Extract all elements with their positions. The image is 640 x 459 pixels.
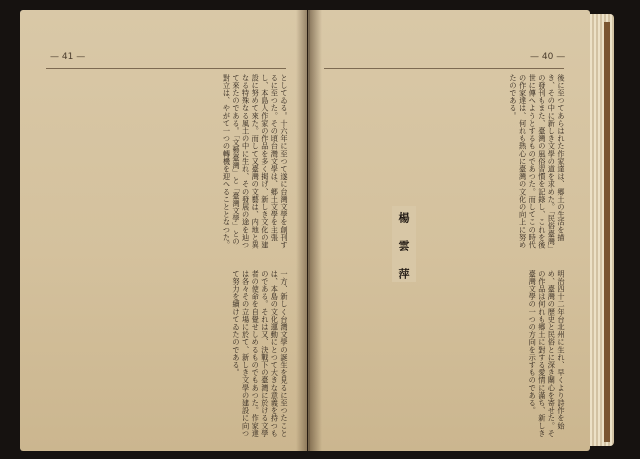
section-heading: 楊 雲 萍: [397, 212, 410, 281]
book-cover-edge: [604, 22, 610, 442]
left-header-rule: [46, 68, 286, 69]
right-page-number: — 40 —: [530, 52, 566, 62]
page-edges: [590, 14, 614, 446]
right-page-lower-text: 明治四十二年台北州に生れ、早くより詩作を始め、臺灣の歷史と民俗とに深き關心を寄せた。その作品は何れも郷土に對する愛情に滿ち、新しき臺灣文學の一つの方向を示すものである。: [528, 270, 566, 438]
left-page-lower-text: 一方、新しく台灣文學の誕生を見るに至つたことは、本島の文化運動にとつて大きな意義を持つものである。それは又、決戰下の臺灣に於ける文學者の使命を自覺せしめるものでもあつた。作家達は各々その立場に於て、新しき文學の建設に向つて努力を續けてゐたのである。: [232, 270, 289, 438]
left-page-number-value: 41: [61, 52, 74, 62]
right-page-number-value: 40: [541, 52, 554, 62]
left-page-number: — 41 —: [50, 52, 86, 62]
right-header-rule: [324, 68, 564, 69]
left-page-upper-text: としてゐる。十六年に至つて遂に台灣文學を創刊するに至つた。その頃台灣文學は、郷土文學を主張し、本島人作家の作品を多く掲げ、新しき文化の建設に努めて來た。而して又臺灣の文藝は、内地と異なる特殊なる風土の中に生れ、その發展の途を辿つて來たのである。「文藝臺灣」と「臺灣文學」との對立は、やがて一つの轉機を迎へることとなつた。: [222, 74, 289, 249]
book-gutter: [296, 10, 322, 451]
right-page-upper-text: 後に至つてあらはれた作家達は、郷土の生活を描き、その中に新しき文學の道を求めた。「民俗臺灣」の發刊もまた、臺灣の風俗習慣を記錄し、これを後世に傳へようとするものであつた。而してこの時代の作家達は、何れも熱心に臺灣の文化の向上に努めたのである。: [509, 74, 566, 250]
